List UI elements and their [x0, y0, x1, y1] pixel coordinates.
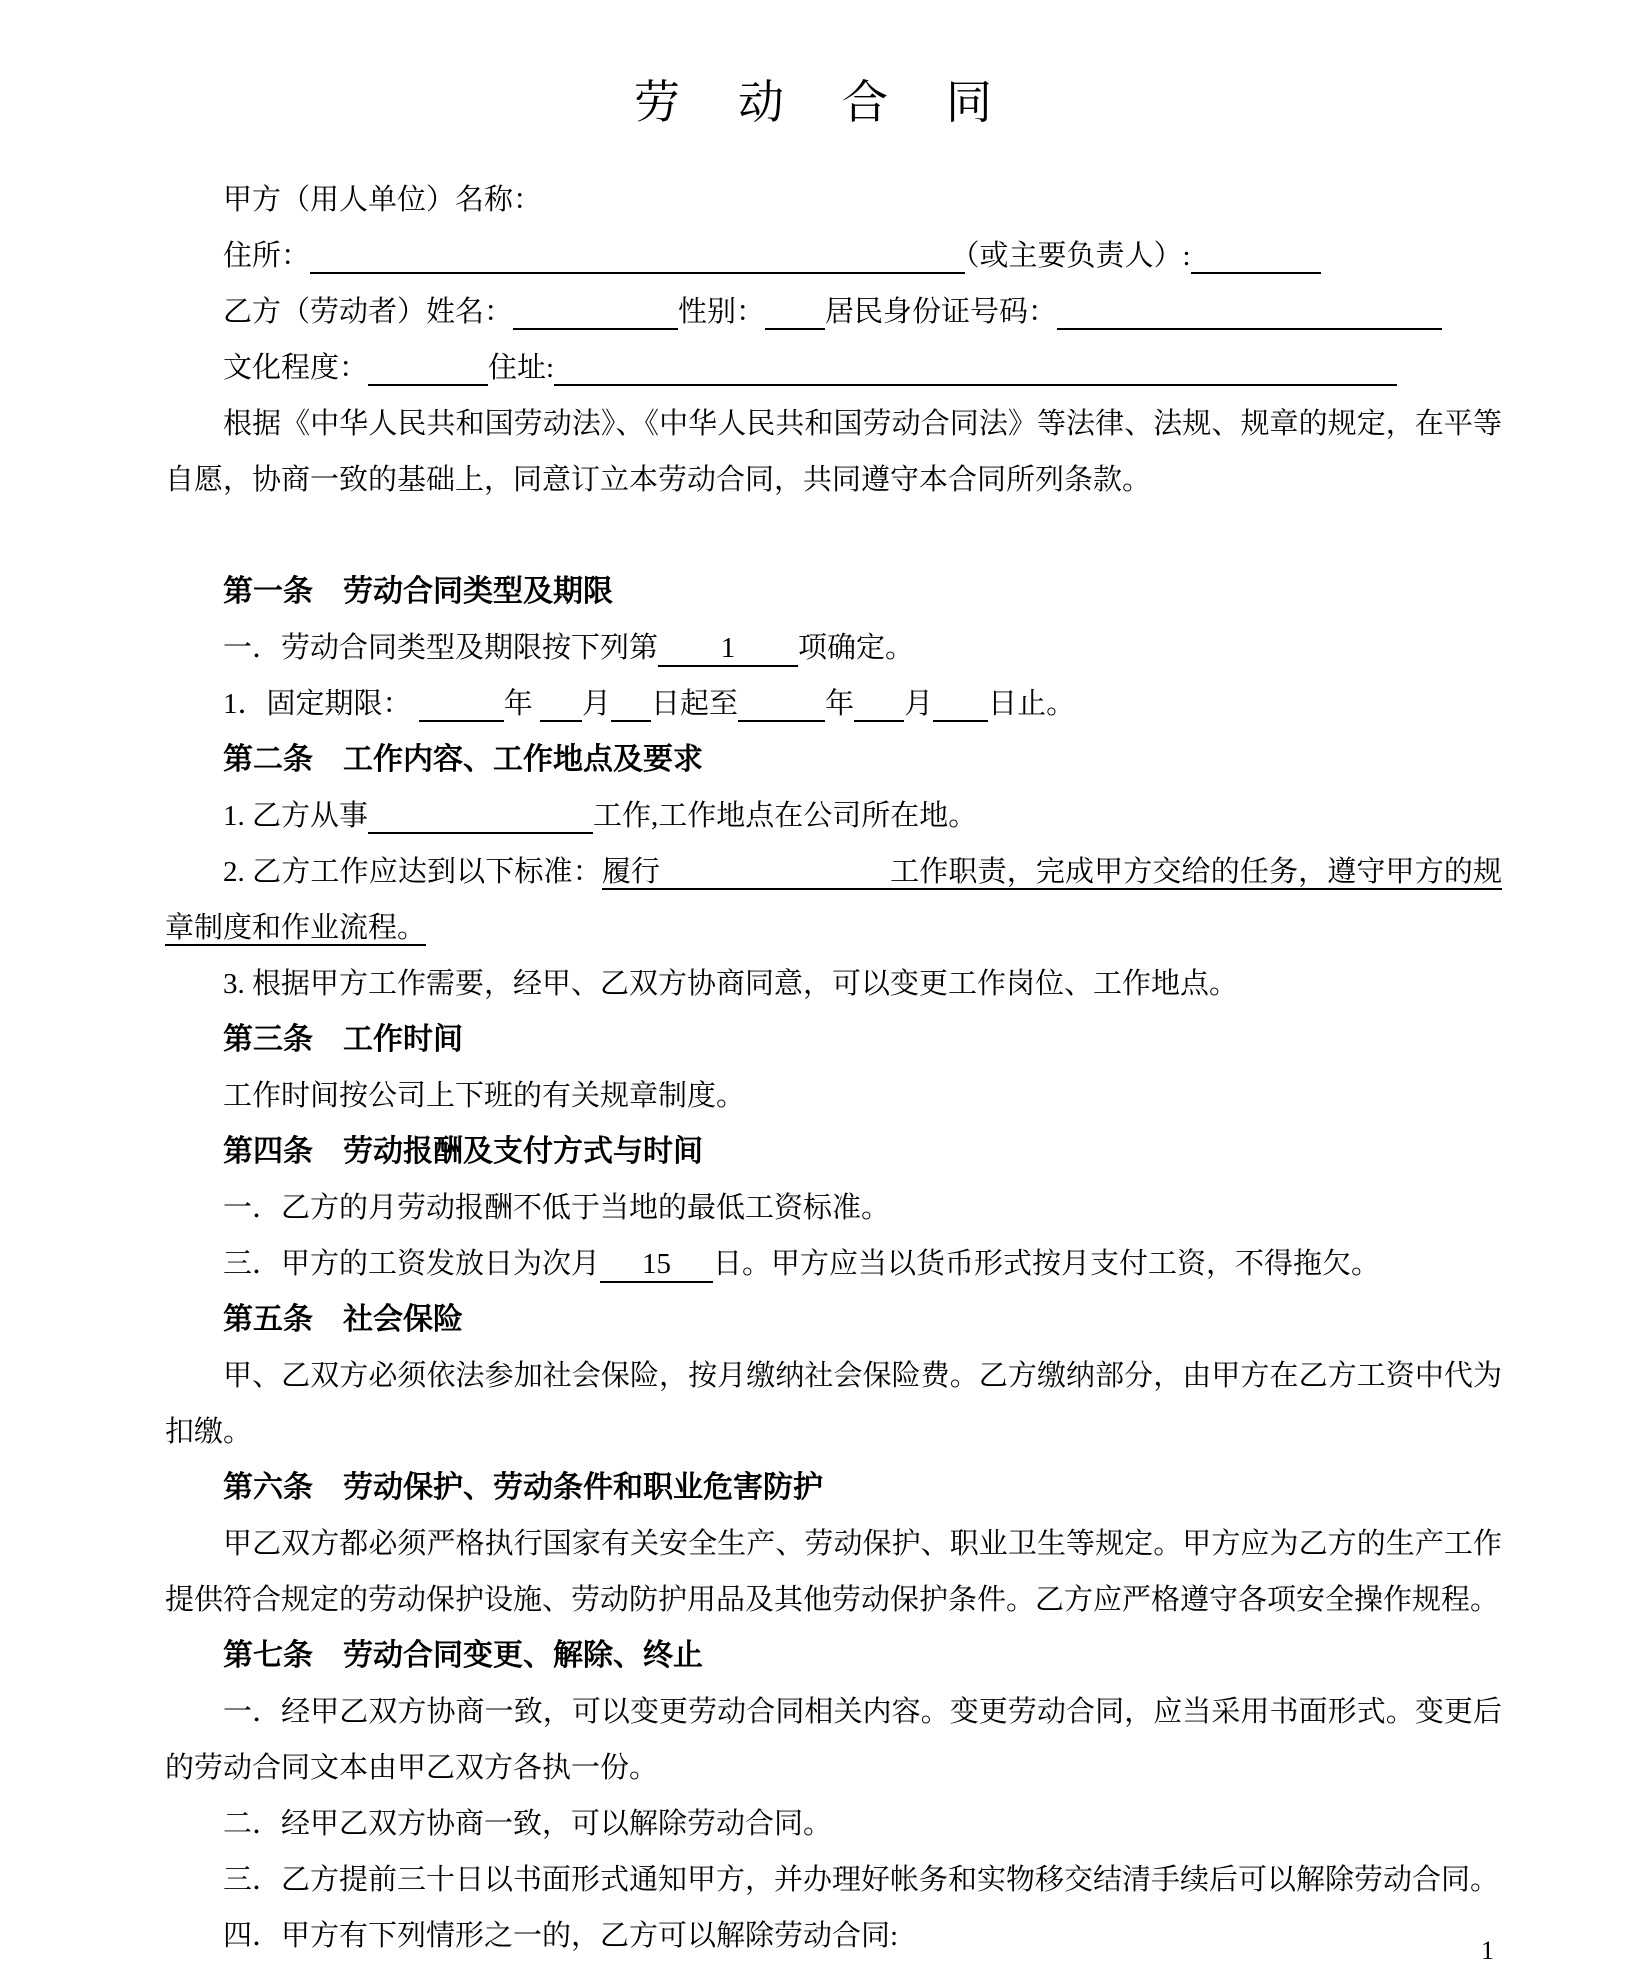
text-run: 甲乙双方都必须严格执行国家有关安全生产、劳动保护、职业卫生等规定。甲方应为乙方的生产工作提供符合规定的劳动保护设施、劳动防护用品及其他劳动保护条件。乙方应严格遵守各项安全操作规程。 — [165, 1528, 1502, 1616]
field-line — [165, 228, 1502, 284]
text-run: 3. 根据甲方工作需要，经甲、乙双方协商同意，可以变更工作岗位、工作地点。 — [223, 968, 1239, 1000]
text-run: 居民身份证号码： — [825, 296, 1058, 328]
text-run: 一．劳动合同类型及期限按下列第 — [223, 632, 659, 664]
text-run: 第六条 劳动保护、劳动条件和职业危害防护 — [223, 1471, 823, 1504]
paragraph — [165, 1684, 1502, 1796]
text-run: 根据《中华人民共和国劳动法》、《中华人民共和国劳动合同法》等法律、法规、规章的规定，在平等自愿，协商一致的基础上，同意订立本劳动合同，共同遵守本合同所列条款。 — [165, 408, 1502, 496]
blank-field — [1191, 240, 1321, 274]
paragraph — [165, 1236, 1502, 1292]
text-run: 年 — [825, 688, 855, 720]
document-title: 劳 动 合 同 — [634, 77, 998, 128]
section-heading — [165, 1628, 1502, 1684]
section-heading — [165, 1124, 1502, 1180]
paragraph — [165, 844, 1502, 956]
text-run: 1．固定期限： — [223, 688, 419, 720]
text-run: 性别： — [678, 296, 766, 328]
text-run: 工作,工作地点在公司所在地。 — [593, 800, 978, 832]
blank-field — [554, 352, 1397, 386]
field-line — [165, 284, 1502, 340]
paragraph — [165, 1180, 1502, 1236]
text-run: 第二条 工作内容、工作地点及要求 — [223, 743, 703, 776]
blank-field — [540, 688, 582, 722]
text-run: 第三条 工作时间 — [223, 1023, 463, 1056]
blank-field — [368, 352, 488, 386]
text-run: 住所： — [223, 240, 311, 272]
blank-field — [738, 688, 825, 722]
section-heading — [165, 564, 1502, 620]
text-run: 一．经甲乙双方协商一致，可以变更劳动合同相关内容。变更劳动合同，应当采用书面形式。变更后的劳动合同文本由甲乙双方各执一份。 — [165, 1696, 1502, 1784]
paragraph — [165, 676, 1502, 732]
paragraph — [165, 788, 1502, 844]
text-run: 二．经甲乙双方协商一致，可以解除劳动合同。 — [223, 1808, 833, 1840]
text-run: （或主要负责人）: — [965, 240, 1191, 272]
blank-field — [765, 296, 825, 330]
blank-field — [933, 688, 988, 722]
text-run: 乙方（劳动者）姓名： — [223, 296, 514, 328]
blank-line — [165, 508, 1502, 564]
blank-field — [611, 688, 651, 722]
paragraph — [165, 956, 1502, 1012]
paragraph — [165, 1796, 1502, 1852]
text-run: 第七条 劳动合同变更、解除、终止 — [223, 1639, 703, 1672]
blank-field — [854, 688, 904, 722]
text-run: 三．乙方提前三十日以书面形式通知甲方，并办理好帐务和实物移交结清手续后可以解除劳动合同。 — [223, 1864, 1500, 1896]
field-line — [165, 172, 1502, 228]
text-run: 日止。 — [988, 688, 1076, 720]
paragraph — [165, 620, 1502, 676]
text-run: 甲、乙双方必须依法参加社会保险，按月缴纳社会保险费。乙方缴纳部分，由甲方在乙方工资中代为扣缴。 — [165, 1360, 1502, 1448]
document-content — [0, 172, 1632, 1964]
text-run: 日。甲方应当以货币形式按月支付工资，不得拖欠。 — [713, 1248, 1381, 1280]
paragraph — [165, 1068, 1502, 1124]
text-run: 1. 乙方从事 — [223, 800, 369, 832]
text-run: 第五条 社会保险 — [223, 1303, 463, 1336]
field-line — [165, 340, 1502, 396]
paragraph — [165, 1516, 1502, 1628]
text-run: 甲方（用人单位）名称： — [223, 184, 543, 216]
blank-field: 1 — [658, 631, 798, 667]
text-run: 四．甲方有下列情形之一的，乙方可以解除劳动合同: — [223, 1920, 899, 1952]
paragraph — [165, 396, 1502, 508]
page-number: 1 — [1481, 1936, 1494, 1965]
text-run: 2. 乙方工作应达到以下标准： — [223, 856, 602, 888]
text-run: 第四条 劳动报酬及支付方式与时间 — [223, 1135, 703, 1168]
text-run: 月 — [582, 688, 612, 720]
blank-field — [419, 688, 504, 722]
blank-field — [368, 800, 593, 834]
text-run: 三．甲方的工资发放日为次月 — [223, 1248, 601, 1280]
paragraph — [165, 1908, 1502, 1964]
blank-gap — [660, 856, 890, 888]
section-heading — [165, 1012, 1502, 1068]
text-run: 文化程度： — [223, 352, 369, 384]
text-run: 履行 — [601, 856, 661, 888]
text-run: 工作时间按公司上下班的有关规章制度。 — [223, 1080, 746, 1112]
text-run: 项确定。 — [798, 632, 915, 664]
blank-field — [310, 240, 965, 274]
text-run: 住址: — [488, 352, 555, 384]
section-heading — [165, 732, 1502, 788]
text-run: 第一条 劳动合同类型及期限 — [223, 575, 613, 608]
paragraph — [165, 1852, 1502, 1908]
blank-field — [513, 296, 678, 330]
text-run: 工作职责，完成甲方交给的任务，遵守甲方的规章制度和作业流程。 — [165, 856, 1502, 944]
section-heading — [165, 1460, 1502, 1516]
text-run: 年 — [503, 688, 541, 720]
section-heading — [165, 1292, 1502, 1348]
text-run: 一．乙方的月劳动报酬不低于当地的最低工资标准。 — [223, 1192, 891, 1224]
blank-field: 15 — [600, 1247, 713, 1283]
blank-field — [1057, 296, 1442, 330]
text-run: 日起至 — [651, 688, 739, 720]
paragraph — [165, 1348, 1502, 1460]
text-run: 月 — [904, 688, 934, 720]
